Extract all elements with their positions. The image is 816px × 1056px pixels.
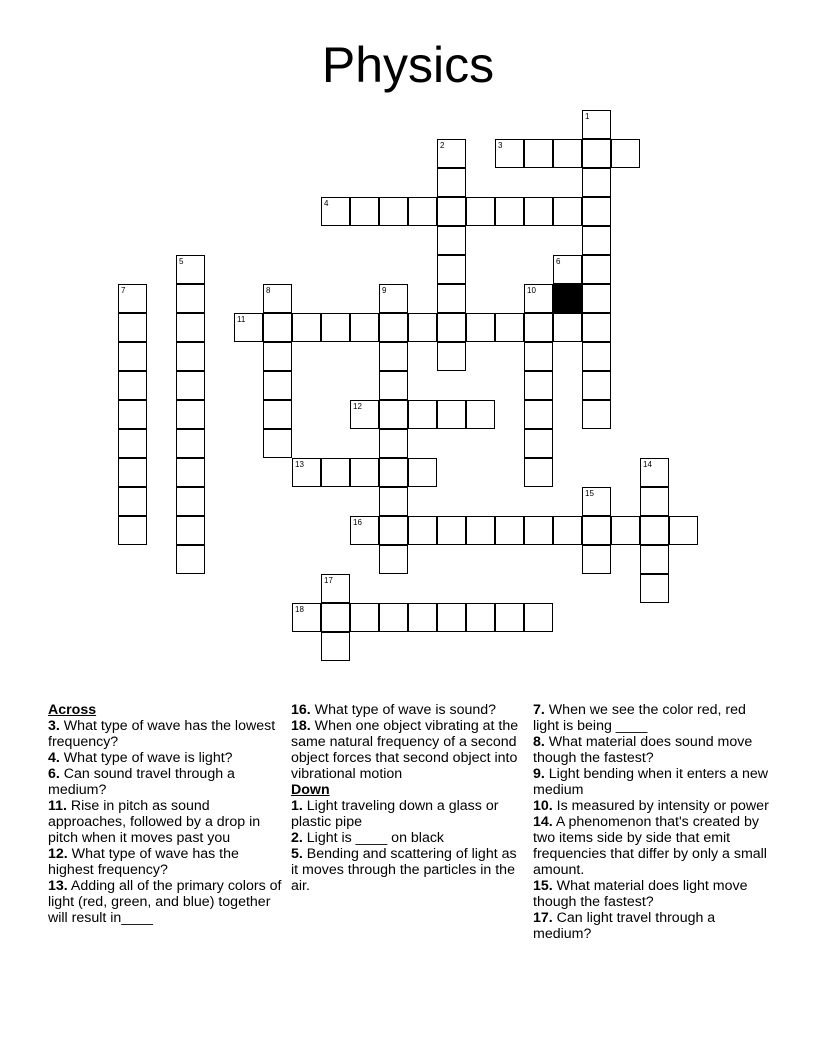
grid-cell[interactable]	[553, 139, 582, 168]
black-cell	[553, 284, 582, 313]
clue-number: 18	[295, 605, 304, 614]
grid-cell[interactable]	[350, 458, 379, 487]
clue-number-label: 7.	[533, 702, 545, 718]
clue-number: 14	[643, 460, 652, 469]
clue-number-label: 16.	[291, 702, 311, 718]
clue-text: Light traveling down a glass or plastic pipe	[291, 798, 499, 830]
grid-cell[interactable]	[437, 226, 466, 255]
grid-cell[interactable]	[350, 197, 379, 226]
clue-text: Is measured by intensity or power	[552, 798, 769, 814]
across-clue	[48, 878, 284, 926]
grid-cell[interactable]	[176, 255, 205, 284]
grid-cell[interactable]	[553, 516, 582, 545]
grid-cell[interactable]	[292, 458, 321, 487]
grid-cell[interactable]	[118, 429, 147, 458]
grid-cell[interactable]	[582, 487, 611, 516]
clue-number-label: 18.	[291, 718, 311, 734]
down-heading: Down	[291, 782, 330, 798]
grid-cell[interactable]	[263, 313, 292, 342]
across-clue	[48, 846, 284, 878]
grid-cell[interactable]	[611, 139, 640, 168]
grid-cell[interactable]	[176, 400, 205, 429]
grid-cell[interactable]	[321, 603, 350, 632]
clue-text: What material does sound move though the fastest?	[533, 734, 753, 766]
puzzle-title: Physics	[321, 37, 495, 93]
grid-cell[interactable]	[408, 197, 437, 226]
grid-cell[interactable]	[466, 516, 495, 545]
grid-cell[interactable]	[263, 284, 292, 313]
grid-cell[interactable]	[437, 255, 466, 284]
clue-number: 13	[295, 460, 304, 469]
down-clue	[291, 846, 527, 894]
clue-text: When we see the color red, red light is being ____	[533, 702, 746, 734]
down-clue	[533, 910, 769, 942]
clue-text: What type of wave is sound?	[310, 702, 497, 718]
grid-cell[interactable]	[437, 313, 466, 342]
clue-text: Can sound travel through a medium?	[48, 766, 235, 798]
clue-number-label: 8.	[533, 734, 545, 750]
grid-cell[interactable]	[466, 313, 495, 342]
grid-cell[interactable]	[437, 400, 466, 429]
clue-number-label: 15.	[533, 878, 553, 894]
down-clue	[533, 766, 769, 798]
grid-cell[interactable]	[437, 284, 466, 313]
grid-cell[interactable]	[379, 516, 408, 545]
grid-cell[interactable]	[582, 371, 611, 400]
clue-number-label: 9.	[533, 766, 545, 782]
grid-cell[interactable]	[321, 458, 350, 487]
grid-cell[interactable]	[524, 458, 553, 487]
clue-number: 15	[585, 489, 594, 498]
grid-cell[interactable]	[582, 226, 611, 255]
clue-number: 5	[179, 257, 184, 266]
grid-cell[interactable]	[495, 603, 524, 632]
grid-cell[interactable]	[263, 400, 292, 429]
grid-cell[interactable]	[176, 342, 205, 371]
grid-cell[interactable]	[118, 458, 147, 487]
grid-cell[interactable]	[379, 545, 408, 574]
grid-cell[interactable]	[176, 429, 205, 458]
grid-cell[interactable]	[321, 574, 350, 603]
across-clue	[48, 718, 284, 750]
clues-column-3	[533, 702, 769, 942]
down-clue	[533, 734, 769, 766]
down-clue	[533, 702, 769, 734]
grid-cell[interactable]	[118, 516, 147, 545]
grid-cell[interactable]	[379, 400, 408, 429]
grid-cell[interactable]	[437, 342, 466, 371]
clue-number-label: 3.	[48, 718, 60, 734]
grid-cell[interactable]	[524, 284, 553, 313]
grid-cell[interactable]	[524, 603, 553, 632]
clue-number-label: 5.	[291, 846, 303, 862]
grid-cell[interactable]	[292, 603, 321, 632]
grid-cell[interactable]	[437, 516, 466, 545]
clue-number-label: 6.	[48, 766, 60, 782]
clue-text: Bending and scattering of light as it moves through the particles in the air.	[291, 846, 517, 894]
grid-cell[interactable]	[466, 197, 495, 226]
grid-cell[interactable]	[524, 313, 553, 342]
grid-cell[interactable]	[669, 516, 698, 545]
down-clue	[533, 814, 769, 878]
grid-cell[interactable]	[582, 313, 611, 342]
grid-cell[interactable]	[350, 400, 379, 429]
grid-cell[interactable]	[321, 197, 350, 226]
clue-number-label: 1.	[291, 798, 303, 814]
clue-number: 2	[440, 141, 445, 150]
grid-cell[interactable]	[350, 603, 379, 632]
grid-cell[interactable]	[437, 197, 466, 226]
grid-cell[interactable]	[640, 516, 669, 545]
grid-cell[interactable]	[408, 458, 437, 487]
grid-cell[interactable]	[582, 545, 611, 574]
grid-cell[interactable]	[379, 342, 408, 371]
grid-cell[interactable]	[495, 139, 524, 168]
grid-cell[interactable]	[176, 545, 205, 574]
clue-number: 8	[266, 286, 271, 295]
clue-number: 10	[527, 286, 536, 295]
down-clue	[533, 878, 769, 910]
grid-cell[interactable]	[437, 603, 466, 632]
grid-cell[interactable]	[524, 371, 553, 400]
clue-number-label: 12.	[48, 846, 68, 862]
grid-cell[interactable]	[176, 371, 205, 400]
grid-cell[interactable]	[466, 400, 495, 429]
clue-number: 16	[353, 518, 362, 527]
grid-cell[interactable]	[640, 574, 669, 603]
grid-cell[interactable]	[408, 516, 437, 545]
grid-cell[interactable]	[640, 487, 669, 516]
clue-text: What type of wave has the lowest frequency?	[48, 718, 276, 750]
grid-cell[interactable]	[582, 284, 611, 313]
clue-text: Light is ____ on black	[302, 830, 445, 846]
grid-cell[interactable]	[408, 400, 437, 429]
clue-number-label: 11.	[48, 798, 67, 814]
grid-cell[interactable]	[379, 487, 408, 516]
grid-cell[interactable]	[524, 197, 553, 226]
grid-cell[interactable]	[118, 284, 147, 313]
clue-text: What type of wave is light?	[59, 750, 233, 766]
grid-cell[interactable]	[495, 516, 524, 545]
grid-cell[interactable]	[118, 371, 147, 400]
grid-cell[interactable]	[379, 313, 408, 342]
clue-number-label: 17.	[533, 910, 553, 926]
clue-number-label: 14.	[533, 814, 553, 830]
grid-cell[interactable]	[379, 429, 408, 458]
grid-cell[interactable]	[437, 139, 466, 168]
clue-number: 17	[324, 576, 333, 585]
grid-cell[interactable]	[408, 313, 437, 342]
grid-cell[interactable]	[379, 371, 408, 400]
clue-number-label: 10.	[533, 798, 553, 814]
grid-cell[interactable]	[466, 603, 495, 632]
clue-number: 7	[121, 286, 126, 295]
grid-cell[interactable]	[582, 168, 611, 197]
clues-column-2	[291, 702, 527, 894]
across-clue	[48, 766, 284, 798]
down-clue	[533, 798, 769, 814]
across-clue	[48, 798, 284, 846]
clue-number-label: 4.	[48, 750, 60, 766]
grid-cell[interactable]	[582, 139, 611, 168]
grid-cell[interactable]	[176, 313, 205, 342]
clue-text: Light bending when it enters a new medium	[533, 766, 769, 798]
grid-cell[interactable]	[582, 516, 611, 545]
grid-cell[interactable]	[176, 458, 205, 487]
clue-number: 11	[237, 315, 246, 324]
grid-cell[interactable]	[553, 255, 582, 284]
grid-cell[interactable]	[263, 371, 292, 400]
grid-cell[interactable]	[524, 342, 553, 371]
grid-cell[interactable]	[176, 516, 205, 545]
grid-cell[interactable]	[495, 197, 524, 226]
across-clue	[291, 702, 527, 718]
across-clue	[291, 718, 527, 782]
grid-cell[interactable]	[234, 313, 263, 342]
clue-text: When one object vibrating at the same natural frequency of a second object forces that second object into vibrational motion	[291, 718, 519, 782]
clue-number-label: 2.	[291, 830, 303, 846]
across-clue	[48, 750, 284, 766]
grid-cell[interactable]	[176, 284, 205, 313]
grid-cell[interactable]	[379, 197, 408, 226]
grid-cell[interactable]	[582, 400, 611, 429]
grid-cell[interactable]	[437, 168, 466, 197]
clue-number: 12	[353, 402, 362, 411]
grid-cell[interactable]	[263, 429, 292, 458]
clue-text: A phenomenon that's created by two items side by side that emit frequencies that differ by only a small amount.	[533, 814, 767, 878]
grid-cell[interactable]	[524, 429, 553, 458]
grid-cell[interactable]	[263, 342, 292, 371]
clue-text: What type of wave has the highest frequency?	[48, 846, 239, 878]
grid-cell[interactable]	[350, 313, 379, 342]
clue-text: Rise in pitch as sound approaches, followed by a drop in pitch when it moves past you	[48, 798, 261, 846]
grid-cell[interactable]	[611, 516, 640, 545]
grid-cell[interactable]	[582, 342, 611, 371]
grid-cell[interactable]	[582, 255, 611, 284]
grid-cell[interactable]	[379, 284, 408, 313]
grid-cell[interactable]	[640, 458, 669, 487]
down-clue	[291, 830, 527, 846]
clue-number-label: 13.	[48, 878, 68, 894]
grid-cell[interactable]	[553, 313, 582, 342]
grid-cell[interactable]	[582, 197, 611, 226]
grid-cell[interactable]	[524, 516, 553, 545]
clue-number: 3	[498, 141, 503, 150]
grid-cell[interactable]	[495, 313, 524, 342]
grid-cell[interactable]	[118, 342, 147, 371]
grid-cell[interactable]	[118, 487, 147, 516]
across-heading: Across	[48, 702, 97, 718]
grid-cell[interactable]	[321, 313, 350, 342]
clue-number: 1	[585, 112, 590, 121]
grid-cell[interactable]	[321, 632, 350, 661]
grid-cell[interactable]	[350, 516, 379, 545]
grid-cell[interactable]	[524, 139, 553, 168]
grid-cell[interactable]	[118, 400, 147, 429]
grid-cell[interactable]	[118, 313, 147, 342]
grid-cell[interactable]	[408, 603, 437, 632]
clues-column-1	[48, 702, 284, 926]
down-clue	[291, 798, 527, 830]
clue-number: 4	[324, 199, 329, 208]
grid-cell[interactable]	[553, 197, 582, 226]
grid-cell[interactable]	[379, 603, 408, 632]
clue-text: Adding all of the primary colors of light (red, green, and blue) together will result in____	[48, 878, 282, 926]
grid-cell[interactable]	[640, 545, 669, 574]
clue-text: Can light travel through a medium?	[533, 910, 716, 942]
grid-cell[interactable]	[292, 313, 321, 342]
grid-cell[interactable]	[524, 400, 553, 429]
grid-cell[interactable]	[176, 487, 205, 516]
clue-number: 9	[382, 286, 387, 295]
grid-cell[interactable]	[379, 458, 408, 487]
clue-number: 6	[556, 257, 561, 266]
clue-text: What material does light move though the fastest?	[533, 878, 748, 910]
grid-cell[interactable]	[582, 110, 611, 139]
